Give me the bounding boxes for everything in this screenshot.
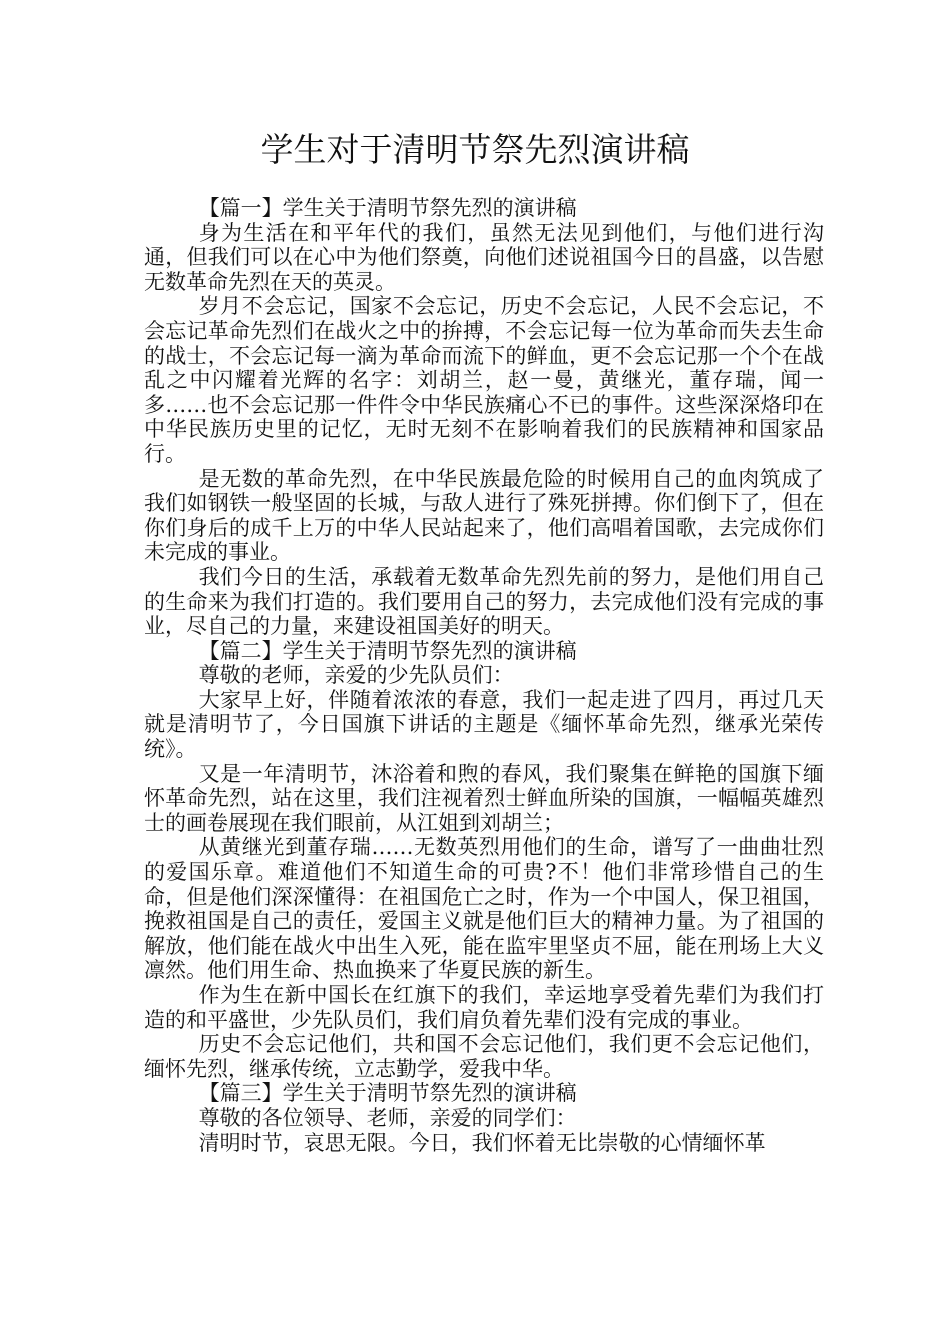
- paragraph: 身为生活在和平年代的我们，虽然无法见到他们，与他们进行沟通，但我们可以在心中为他们祭奠，向他们述说祖国今日的昌盛，以告慰无数革命先烈在天的英灵。: [144, 220, 824, 294]
- paragraph: 尊敬的各位领导、老师，亲爱的同学们：: [198, 1105, 577, 1130]
- paragraph: 尊敬的老师，亲爱的少先队员们：: [198, 663, 514, 688]
- paragraph: 大家早上好，伴随着浓浓的春意，我们一起走进了四月，再过几天就是清明节了，今日国旗下讲话的主题是《缅怀革命先烈，继承光荣传统》。: [144, 687, 824, 762]
- document-body: [144, 196, 824, 1155]
- paragraph: 从黄继光到董存瑞……无数英烈用他们的生命，谱写了一曲曲壮烈的爱国乐章。难道他们不知道生命的可贵?不！他们非常珍惜自己的生命，但是他们深深懂得：在祖国危亡之时，作为一个中国人，保卫祖国，挽救祖国是自己的责任，爱国主义就是他们巨大的精神力量。为了祖国的解放，他们能在战火中出生入死，能在监牢里坚贞不屈，能在刑场上大义凛然。他们用生命、热血换来了华夏民族的新生。: [144, 835, 824, 983]
- paragraph: 我们今日的生活，承载着无数革命先烈先前的努力，是他们用自己的生命来为我们打造的。我们要用自己的努力，去完成他们没有完成的事业，尽自己的力量，来建设祖国美好的明天。: [144, 564, 824, 639]
- document-title: 学生对于清明节祭先烈演讲稿: [260, 130, 690, 169]
- paragraph: 清明时节，哀思无限。今日，我们怀着无比崇敬的心情缅怀革: [198, 1130, 766, 1155]
- paragraph: 又是一年清明节，沐浴着和煦的春风，我们聚集在鲜艳的国旗下缅怀革命先烈，站在这里，我们注视着烈士鲜血所染的国旗，一幅幅英雄烈士的画卷展现在我们眼前，从江姐到刘胡兰；: [144, 761, 824, 835]
- paragraph: 是无数的革命先烈，在中华民族最危险的时候用自己的血肉筑成了我们如钢铁一般坚固的长城，与敌人进行了殊死拼搏。你们倒下了，但在你们身后的成千上万的中华人民站起来了，他们高唱着国歌，去完成你们未完成的事业。: [144, 466, 824, 565]
- section-heading: 【篇一】学生关于清明节祭先烈的演讲稿: [198, 196, 577, 220]
- paragraph: 历史不会忘记他们，共和国不会忘记他们，我们更不会忘记他们，缅怀先烈，继承传统，立志勤学，爱我中华。: [144, 1032, 824, 1081]
- paragraph: 岁月不会忘记，国家不会忘记，历史不会忘记，人民不会忘记，不会忘记革命先烈们在战火之中的拚搏，不会忘记每一位为革命而失去生命的战士，不会忘记每一滴为革命而流下的鲜血，更不会忘记那一个个在战乱之中闪耀着光辉的名字：刘胡兰，赵一曼，黄继光，董存瑞，闻一多……也不会忘记那一件件令中华民族痛心不已的事件。这些深深烙印在中华民族历史里的记忆，无时无刻不在影响着我们的民族精神和国家品行。: [144, 294, 824, 466]
- paragraph: 作为生在新中国长在红旗下的我们，幸运地享受着先辈们为我们打造的和平盛世，少先队员们，我们肩负着先辈们没有完成的事业。: [144, 983, 824, 1032]
- section-heading: 【篇三】学生关于清明节祭先烈的演讲稿: [198, 1081, 577, 1106]
- section-heading: 【篇二】学生关于清明节祭先烈的演讲稿: [198, 638, 577, 663]
